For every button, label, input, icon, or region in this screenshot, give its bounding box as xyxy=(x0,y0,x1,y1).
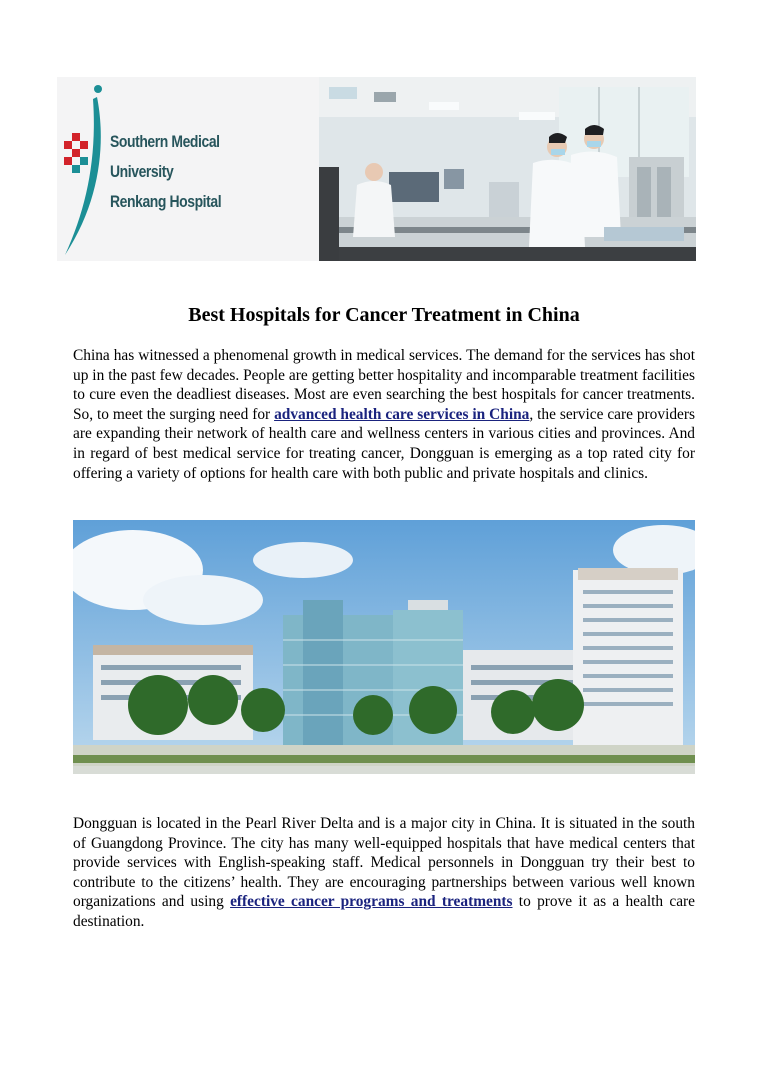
hospital-logo xyxy=(57,77,319,261)
paragraph-text: China has witnessed a phenomenal growth in medical services. The demand for the services has shot up in the past few decades. People are getting better hospitality and incomparable treatment facilities to cure even the deadliest diseases. Most are even searching the best hospitals for cancer treatments. So, to meet the surging need for xyxy=(73,347,695,423)
health-care-services-link[interactable]: advanced health care services in China xyxy=(274,405,530,423)
paragraph-text: , the service care providers are expanding their network of health care and wellness centers in various cities and provinces. And in regard of best medical service for treating cancer, Dongguan is emerging as a top rated city for offering a variety of options for health care with both public and private hospitals and clinics. xyxy=(73,405,695,482)
logo-line-2: Renkang Hospital xyxy=(110,192,222,211)
logo-line-1: Southern Medical University xyxy=(110,132,220,181)
cancer-programs-link[interactable]: effective cancer programs and treatments xyxy=(230,893,513,911)
header-banner xyxy=(57,77,696,261)
page-title: Best Hospitals for Cancer Treatment in China xyxy=(188,304,580,326)
paragraph-text: Dongguan is located in the Pearl River Delta and is a major city in China. It is situated in the south of Guangdong Province. The city has many well-equipped hospitals that have medical centers that provide services with English-speaking staff. Medical personnels in Dongguan try their best to contribute to the citizens’ health. They are encouraging partnerships between various well known organizations and using xyxy=(73,815,695,911)
dongguan-paragraph xyxy=(73,814,695,932)
logo-mark-icon xyxy=(57,77,117,261)
intro-paragraph xyxy=(73,346,695,483)
paragraph-text: to prove it as a health care destination. xyxy=(73,893,695,930)
hospital-building-photo xyxy=(73,520,695,774)
lab-photo xyxy=(319,77,696,261)
